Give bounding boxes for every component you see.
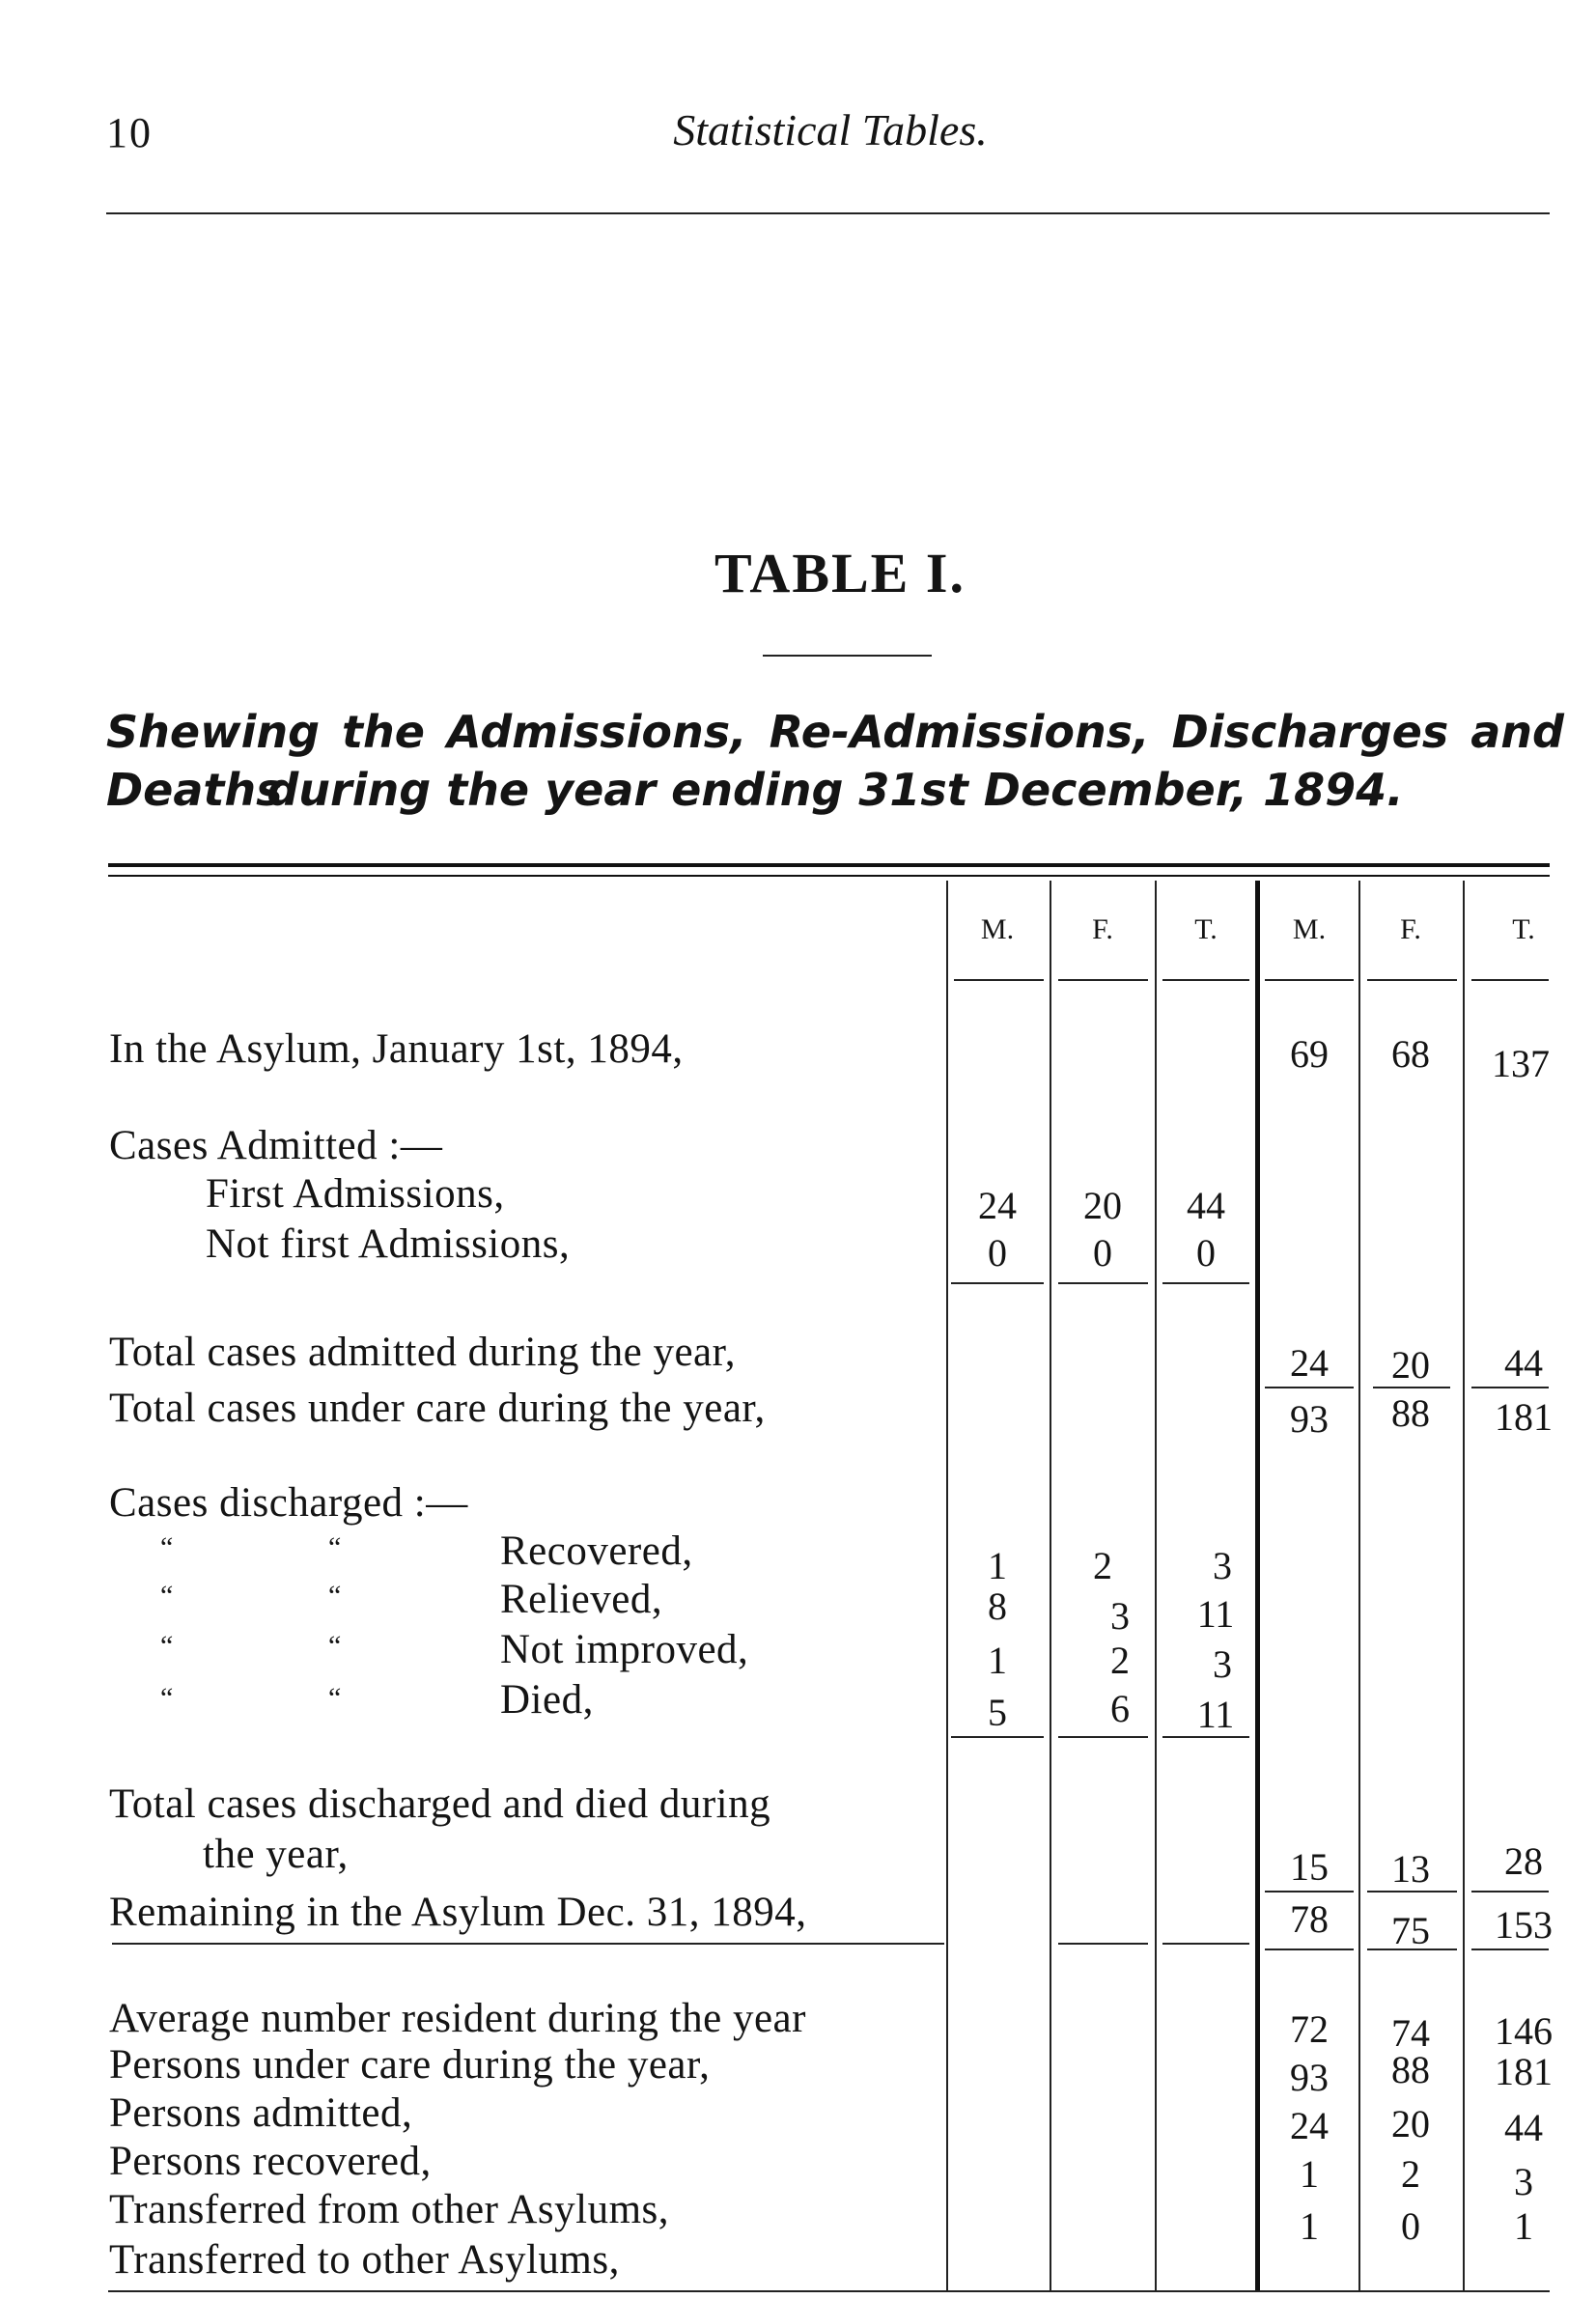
row-label-died: Died, bbox=[500, 1677, 594, 1723]
cell: 0 bbox=[1196, 1231, 1216, 1275]
ditto-mark: “ bbox=[160, 1580, 174, 1612]
cell: 1 bbox=[988, 1544, 1007, 1587]
cell: 1 bbox=[1300, 2204, 1319, 2248]
cell: 24 bbox=[978, 1184, 1017, 1227]
cell: 2 bbox=[1093, 1544, 1112, 1587]
cell: 74 bbox=[1391, 2011, 1430, 2055]
header-underline bbox=[1265, 979, 1354, 981]
cell: 3 bbox=[1514, 2160, 1533, 2203]
row-label-cases-admitted: Cases Admitted :— bbox=[109, 1123, 443, 1168]
section-rule bbox=[1058, 1943, 1148, 1945]
row-label-total-discharged-line1: Total cases discharged and died during bbox=[109, 1781, 771, 1827]
header-underline bbox=[1162, 979, 1249, 981]
row-label-remaining: Remaining in the Asylum Dec. 31, 1894, bbox=[109, 1890, 807, 1935]
column-divider bbox=[1463, 881, 1465, 2292]
row-label-total-under-care: Total cases under care during the year, bbox=[109, 1386, 766, 1431]
cell: 93 bbox=[1290, 2056, 1329, 2099]
cell: 28 bbox=[1504, 1839, 1543, 1883]
column-divider bbox=[1155, 881, 1157, 2292]
section-rule bbox=[112, 1943, 944, 1945]
subtitle-line-2: during the year ending 31st December, 1894. bbox=[266, 764, 1404, 816]
header-underline bbox=[1367, 979, 1457, 981]
section-rule bbox=[1471, 1949, 1549, 1950]
row-label-total-discharged-line2: the year, bbox=[203, 1832, 349, 1877]
subtotal-rule bbox=[951, 1736, 1044, 1738]
cell: 181 bbox=[1495, 2050, 1553, 2093]
row-label-asylum-january: In the Asylum, January 1st, 1894, bbox=[109, 1026, 684, 1072]
row-label-persons-recovered: Persons recovered, bbox=[109, 2139, 432, 2184]
subtotal-rule bbox=[1058, 1282, 1148, 1284]
sum-rule bbox=[1367, 1891, 1457, 1892]
cell: 88 bbox=[1391, 2048, 1430, 2091]
row-label-recovered: Recovered, bbox=[500, 1528, 693, 1574]
section-rule bbox=[1265, 1949, 1354, 1950]
cell: 5 bbox=[988, 1691, 1007, 1734]
cell: 0 bbox=[1093, 1231, 1112, 1275]
cell: 78 bbox=[1290, 1897, 1329, 1941]
cell: 0 bbox=[1401, 2204, 1420, 2248]
cell: 44 bbox=[1504, 1341, 1543, 1385]
row-label-average-resident: Average number resident during the year bbox=[109, 1996, 806, 2041]
subtotal-rule bbox=[1162, 1282, 1249, 1284]
sum-rule bbox=[1471, 1891, 1549, 1892]
cell: 44 bbox=[1187, 1184, 1225, 1227]
cell: 8 bbox=[988, 1584, 1007, 1628]
ditto-mark: “ bbox=[160, 1682, 174, 1714]
cell: 3 bbox=[1213, 1544, 1232, 1587]
header-underline bbox=[954, 979, 1044, 981]
cell: 1 bbox=[988, 1639, 1007, 1682]
cell: 24 bbox=[1290, 2104, 1329, 2147]
cell: 153 bbox=[1495, 1903, 1553, 1947]
sum-rule bbox=[1471, 1387, 1549, 1388]
cell: 20 bbox=[1391, 2102, 1430, 2145]
sum-rule bbox=[1373, 1387, 1450, 1388]
subtotal-rule bbox=[951, 1282, 1044, 1284]
header-rule bbox=[106, 212, 1550, 214]
col-header-right-m: M. bbox=[1292, 913, 1327, 945]
col-header-right-f: F. bbox=[1400, 913, 1421, 945]
cell: 6 bbox=[1110, 1687, 1130, 1730]
subtitle-line-1: Shewing the Admissions, Re-Admissions, Discharges and Deaths bbox=[106, 706, 1564, 816]
cell: 1 bbox=[1300, 2152, 1319, 2196]
column-divider bbox=[946, 881, 948, 2292]
table-top-rule bbox=[108, 863, 1550, 867]
table-top-rule-inner bbox=[108, 875, 1550, 877]
cell: 3 bbox=[1110, 1594, 1130, 1638]
cell: 11 bbox=[1196, 1693, 1235, 1736]
cell: 3 bbox=[1213, 1642, 1232, 1686]
cell: 1 bbox=[1514, 2204, 1533, 2248]
row-label-first-admissions: First Admissions, bbox=[206, 1171, 505, 1217]
row-label-transferred-to: Transferred to other Asylums, bbox=[109, 2237, 620, 2283]
ditto-mark: “ bbox=[328, 1630, 342, 1662]
cell: 88 bbox=[1391, 1391, 1430, 1435]
cell: 20 bbox=[1083, 1184, 1122, 1227]
col-header-left-t: T. bbox=[1194, 913, 1218, 945]
ditto-mark: “ bbox=[160, 1630, 174, 1662]
cell: 72 bbox=[1290, 2007, 1329, 2051]
subtotal-rule bbox=[1162, 1736, 1249, 1738]
cell: 15 bbox=[1290, 1845, 1329, 1889]
header-underline bbox=[1058, 979, 1148, 981]
ditto-mark: “ bbox=[328, 1531, 342, 1563]
col-header-right-t: T. bbox=[1512, 913, 1535, 945]
row-label-persons-under-care: Persons under care during the year, bbox=[109, 2042, 711, 2088]
row-label-not-improved: Not improved, bbox=[500, 1627, 749, 1672]
row-label-not-first-admissions: Not first Admissions, bbox=[206, 1221, 571, 1267]
cell: 11 bbox=[1196, 1592, 1235, 1636]
cell: 146 bbox=[1495, 2009, 1553, 2053]
ditto-mark: “ bbox=[328, 1580, 342, 1612]
ditto-mark: “ bbox=[160, 1531, 174, 1563]
cell: 93 bbox=[1290, 1397, 1329, 1441]
cell: 0 bbox=[988, 1231, 1007, 1275]
sum-rule bbox=[1265, 1891, 1354, 1892]
cell: 75 bbox=[1391, 1909, 1430, 1952]
section-rule bbox=[1367, 1949, 1457, 1950]
page-number: 10 bbox=[106, 109, 153, 156]
row-label-total-admitted: Total cases admitted during the year, bbox=[109, 1330, 736, 1375]
cell: 13 bbox=[1391, 1847, 1430, 1891]
cell: 137 bbox=[1492, 1042, 1550, 1085]
sum-rule bbox=[1265, 1387, 1354, 1388]
row-label-cases-discharged: Cases discharged :— bbox=[109, 1480, 468, 1526]
column-divider bbox=[1358, 881, 1360, 2292]
col-header-left-m: M. bbox=[980, 913, 1015, 945]
ditto-mark: “ bbox=[328, 1682, 342, 1714]
cell: 24 bbox=[1290, 1341, 1329, 1385]
row-label-transferred-from: Transferred from other Asylums, bbox=[109, 2187, 670, 2232]
cell: 2 bbox=[1110, 1639, 1130, 1682]
row-label-relieved: Relieved, bbox=[500, 1577, 663, 1622]
title-rule bbox=[763, 655, 932, 657]
subtotal-rule bbox=[1058, 1736, 1148, 1738]
running-title: Statistical Tables. bbox=[673, 105, 988, 154]
row-label-persons-admitted: Persons admitted, bbox=[109, 2090, 413, 2136]
table-title: TABLE I. bbox=[714, 542, 966, 604]
cell: 44 bbox=[1504, 2106, 1543, 2149]
cell: 2 bbox=[1401, 2152, 1420, 2196]
table-bottom-rule bbox=[108, 2290, 1550, 2292]
cell: 68 bbox=[1391, 1032, 1430, 1076]
column-divider bbox=[1050, 881, 1051, 2292]
section-rule bbox=[1162, 1943, 1249, 1945]
cell: 181 bbox=[1495, 1395, 1553, 1439]
col-header-left-f: F. bbox=[1092, 913, 1113, 945]
cell: 69 bbox=[1290, 1032, 1329, 1076]
cell: 20 bbox=[1391, 1343, 1430, 1387]
header-underline bbox=[1471, 979, 1549, 981]
